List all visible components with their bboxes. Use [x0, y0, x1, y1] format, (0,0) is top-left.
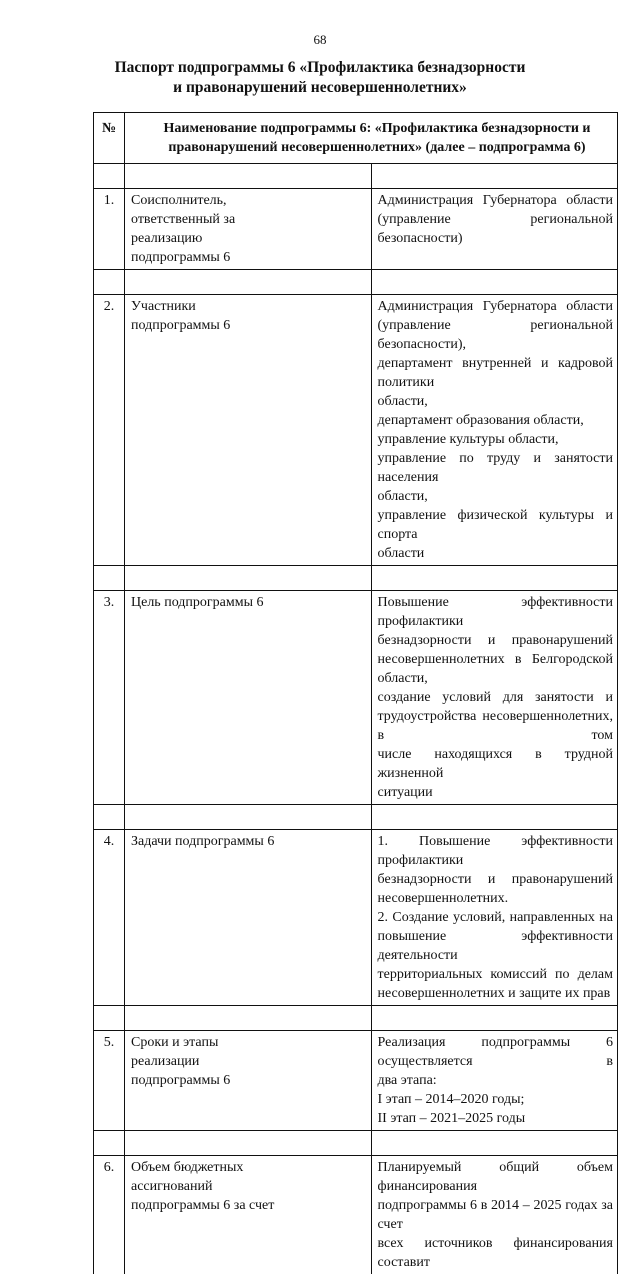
row-value-line: Администрация Губернатора области: [378, 191, 614, 210]
row-value-line: управление культуры области,: [378, 430, 614, 449]
row-value: [371, 1031, 618, 1131]
document-title: [60, 58, 580, 98]
row-label: [125, 591, 372, 805]
row-label-line: реализации: [131, 1052, 367, 1071]
spacer-row: [94, 164, 618, 189]
table-header-row: [94, 113, 618, 164]
row-label: [125, 1156, 372, 1274]
row-value-line: Реализация подпрограммы 6 осуществляется в: [378, 1033, 614, 1071]
row-label-line: Сроки и этапы: [131, 1033, 367, 1052]
row-value-line: департамент внутренней и кадровой политики: [378, 354, 614, 392]
row-value: [371, 295, 618, 566]
row-value-line: (управление региональной безопасности): [378, 210, 614, 248]
row-label-line: Соисполнитель,: [131, 191, 367, 210]
row-value-line: 1. Повышение эффективности профилактики: [378, 832, 614, 870]
row-label-line: ассигнований: [131, 1177, 367, 1196]
row-label-line: Участники: [131, 297, 367, 316]
row-number: [94, 189, 125, 270]
row-value-line: трудоустройства несовершеннолетних, в том: [378, 707, 614, 745]
header-number-cell: №: [94, 113, 125, 164]
row-label-line: реализацию: [131, 229, 367, 248]
row-number-text: 2.: [94, 295, 124, 316]
row-label-line: Цель подпрограммы 6: [131, 593, 367, 612]
row-label: [125, 830, 372, 1006]
row-value-line: департамент образования области,: [378, 411, 614, 430]
row-label-line: подпрограммы 6: [131, 248, 367, 267]
title-line-2: и правонарушений несовершеннолетних»: [60, 78, 580, 98]
spacer-row: [94, 270, 618, 295]
row-value-line: управление по труду и занятости населения: [378, 449, 614, 487]
spacer-row: [94, 566, 618, 591]
header-name-cell: Наименование подпрограммы 6: «Профилактика безнадзорности и правонарушений несовершеннолетних» (далее – подпрограмма 6): [125, 113, 618, 164]
row-value-line: несовершеннолетних и защите их прав: [378, 984, 614, 1003]
row-number: [94, 295, 125, 566]
row-label-line: подпрограммы 6: [131, 316, 367, 335]
table-row: [94, 591, 618, 805]
row-value-line: области,: [378, 487, 614, 506]
title-line-1: Паспорт подпрограммы 6 «Профилактика безнадзорности: [60, 58, 580, 78]
row-number-text: 3.: [94, 591, 124, 612]
row-number-text: 1.: [94, 189, 124, 210]
row-value-line: несовершеннолетних в Белгородской области,: [378, 650, 614, 688]
row-number-text: 5.: [94, 1031, 124, 1052]
row-value-line: ситуации: [378, 783, 614, 802]
row-value-line: (управление региональной безопасности),: [378, 316, 614, 354]
row-value-line: Администрация Губернатора области: [378, 297, 614, 316]
page-number: 68: [0, 32, 640, 48]
row-label: [125, 189, 372, 270]
table-row: [94, 830, 618, 1006]
row-value-line: I этап – 2014–2020 годы;: [378, 1090, 614, 1109]
row-value-line: создание условий для занятости и: [378, 688, 614, 707]
row-value-line: Повышение эффективности профилактики: [378, 593, 614, 631]
row-value-line: территориальных комиссий по делам: [378, 965, 614, 984]
row-value-line: всех источников финансирования составит: [378, 1234, 614, 1272]
row-value-line: подпрограммы 6 в 2014 – 2025 годах за счет: [378, 1196, 614, 1234]
table-row: [94, 1031, 618, 1131]
row-value-line: повышение эффективности деятельности: [378, 927, 614, 965]
row-value: [371, 189, 618, 270]
row-number-text: 4.: [94, 830, 124, 851]
row-value-line: области: [378, 544, 614, 563]
row-value-line: несовершеннолетних.: [378, 889, 614, 908]
row-value: [371, 1156, 618, 1274]
row-value: [371, 591, 618, 805]
spacer-row: [94, 1006, 618, 1031]
row-label-line: ответственный за: [131, 210, 367, 229]
row-value: [371, 830, 618, 1006]
row-value-line: два этапа:: [378, 1071, 614, 1090]
row-value-line: области,: [378, 392, 614, 411]
row-number-text: 6.: [94, 1156, 124, 1177]
spacer-row: [94, 805, 618, 830]
row-number: [94, 1031, 125, 1131]
row-value-line: 2. Создание условий, направленных на: [378, 908, 614, 927]
spacer-row: [94, 1131, 618, 1156]
row-label-line: Объем бюджетных: [131, 1158, 367, 1177]
row-value-line: безнадзорности и правонарушений: [378, 870, 614, 889]
row-value-line: безнадзорности и правонарушений: [378, 631, 614, 650]
row-value-line: Планируемый общий объем финансирования: [378, 1158, 614, 1196]
row-label-line: подпрограммы 6: [131, 1071, 367, 1090]
passport-table: [93, 112, 618, 1274]
row-label-line: подпрограммы 6 за счет: [131, 1196, 367, 1215]
row-label: [125, 1031, 372, 1131]
row-number: [94, 830, 125, 1006]
row-label: [125, 295, 372, 566]
row-number: [94, 591, 125, 805]
row-number: [94, 1156, 125, 1274]
table-row: [94, 189, 618, 270]
table-row: [94, 295, 618, 566]
row-value-line: числе находящихся в трудной жизненной: [378, 745, 614, 783]
row-value-line: II этап – 2021–2025 годы: [378, 1109, 614, 1128]
row-value-line: управление физической культуры и спорта: [378, 506, 614, 544]
row-label-line: Задачи подпрограммы 6: [131, 832, 367, 851]
table-row: [94, 1156, 618, 1274]
